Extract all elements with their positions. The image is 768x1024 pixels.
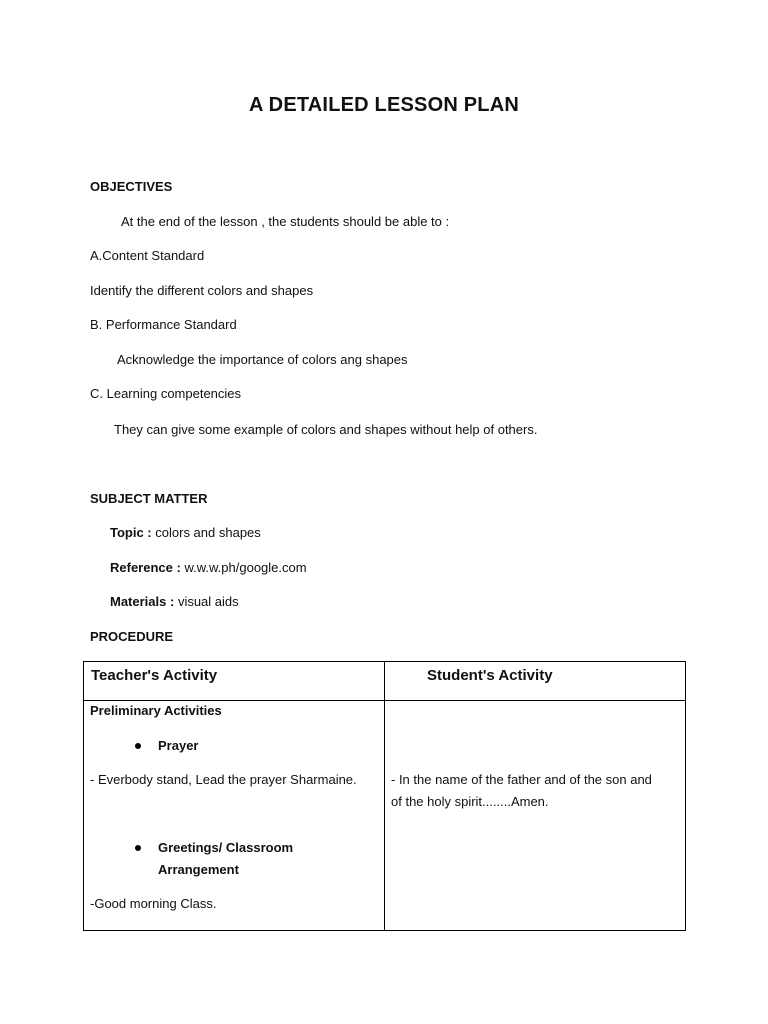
topic-value: colors and shapes	[155, 525, 261, 540]
topic-label: Topic :	[110, 525, 152, 540]
performance-standard-label: B. Performance Standard	[90, 317, 237, 332]
bullet-icon	[135, 743, 141, 749]
content-standard-text: Identify the different colors and shapes	[90, 283, 314, 298]
topic-row	[110, 525, 261, 541]
student-prayer-line2: of the holy spirit........Amen.	[391, 794, 549, 809]
prayer-bullet: Prayer	[158, 738, 199, 753]
teacher-activity-header-cell	[84, 662, 385, 701]
student-activity-cell	[385, 701, 686, 931]
materials-label: Materials :	[110, 594, 175, 609]
greetings-bullet-line2: Arrangement	[158, 862, 239, 877]
reference-row	[110, 560, 307, 576]
teacher-prayer-instruction: - Everbody stand, Lead the prayer Sharmaine.	[90, 772, 357, 787]
bullet-icon	[135, 845, 141, 851]
preliminary-activities-label: Preliminary Activities	[90, 703, 222, 718]
reference-label: Reference :	[110, 560, 181, 575]
procedure-heading: PROCEDURE	[90, 629, 174, 644]
teacher-activity-cell	[84, 701, 385, 931]
procedure-table	[83, 661, 686, 931]
document-title: A DETAILED LESSON PLAN	[249, 94, 519, 116]
objectives-intro: At the end of the lesson , the students should be able to :	[121, 214, 450, 229]
materials-row	[110, 594, 239, 610]
learning-competencies-label: C. Learning competencies	[90, 386, 242, 401]
student-activity-header-cell	[385, 662, 686, 701]
student-prayer-line1: - In the name of the father and of the son and	[391, 772, 652, 787]
teacher-activity-header: Teacher's Activity	[91, 667, 218, 684]
teacher-greeting: -Good morning Class.	[90, 896, 217, 911]
student-activity-header: Student's Activity	[427, 667, 553, 684]
learning-competencies-text: They can give some example of colors and shapes without help of others.	[114, 422, 538, 437]
content-standard-label: A.Content Standard	[90, 248, 205, 263]
materials-value: visual aids	[177, 594, 239, 609]
greetings-bullet-line1: Greetings/ Classroom	[158, 840, 294, 855]
objectives-heading: OBJECTIVES	[90, 179, 173, 194]
subject-matter-heading: SUBJECT MATTER	[90, 491, 208, 506]
performance-standard-text: Acknowledge the importance of colors ang shapes	[117, 352, 408, 367]
reference-value: w.w.w.ph/google.com	[184, 560, 307, 575]
